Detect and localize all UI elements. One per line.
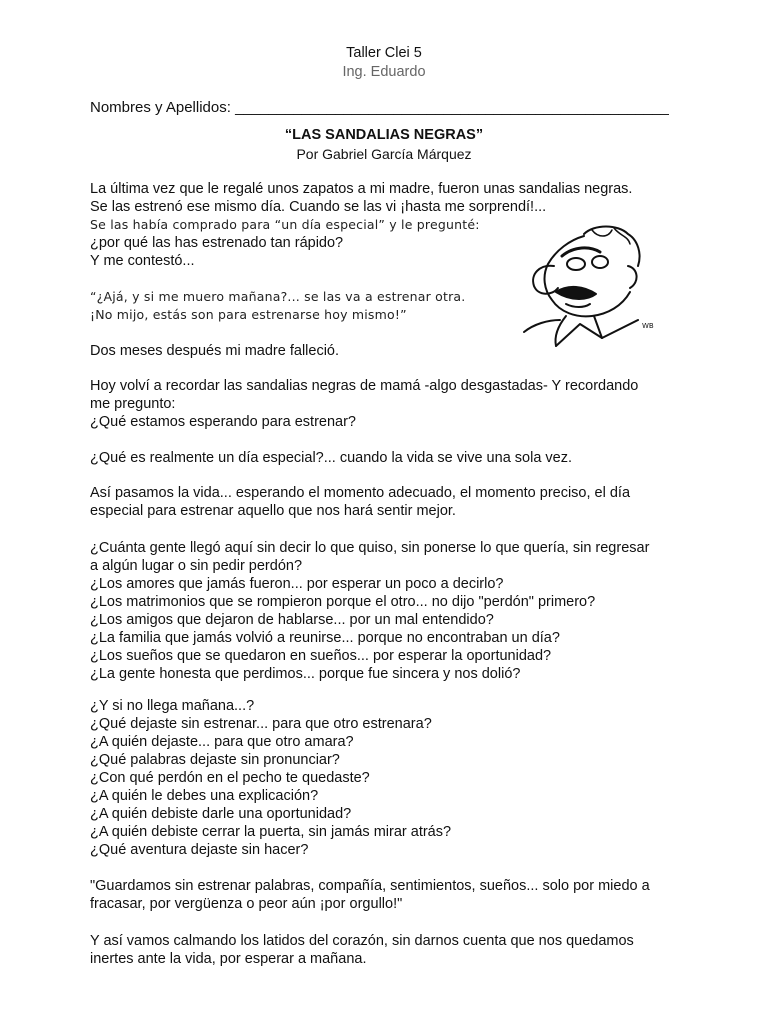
text-line: ¿Qué dejaste sin estrenar... para que otro estrenara? — [90, 716, 432, 732]
author-caricature-illustration — [514, 220, 660, 350]
text-line: ¿Qué estamos esperando para estrenar? — [90, 414, 356, 430]
text-line: Se las había comprado para “un día especial” y le pregunté: — [90, 217, 480, 232]
text-line: ¿Qué palabras dejaste sin pronunciar? — [90, 752, 340, 768]
text-line: ¿Y si no llega mañana...? — [90, 698, 255, 714]
recall-paragraph — [90, 377, 690, 431]
text-line: ¿A quién debiste darle una oportunidad? — [90, 806, 352, 822]
text-line: a algún lugar o sin pedir perdón? — [90, 558, 303, 574]
text-line: inertes ante la vida, por esperar a mañana. — [90, 951, 367, 967]
questions-paragraph — [90, 697, 690, 859]
text-line: Y me contestó... — [90, 253, 195, 269]
text-line: Hoy volví a recordar las sandalias negras de mamá -algo desgastadas- Y recordando — [90, 378, 639, 394]
text-line: ¿La gente honesta que perdimos... porque fue sincera y nos dolió? — [90, 666, 521, 682]
text-line: Así pasamos la vida... esperando el momento adecuado, el momento preciso, el día — [90, 485, 631, 501]
text-line: ¿Qué es realmente un día especial?... cuando la vida se vive una sola vez. — [90, 450, 573, 466]
text-line: Y así vamos calmando los latidos del corazón, sin darnos cuenta que nos quedamos — [90, 933, 634, 949]
text-line: ¿Qué aventura dejaste sin hacer? — [90, 842, 309, 858]
course-title: Taller Clei 5 — [346, 45, 422, 61]
text-line: ¿Los sueños que se quedaron en sueños... por esperar la oportunidad? — [90, 648, 552, 664]
text-line: ¿A quién dejaste... para que otro amara? — [90, 734, 354, 750]
people-paragraph — [90, 539, 690, 683]
cartoon-signature: WB — [642, 322, 654, 330]
text-line: ¿por qué las has estrenado tan rápido? — [90, 235, 344, 251]
text-line: especial para estrenar aquello que nos hará sentir mejor. — [90, 503, 456, 519]
text-line: ¿A quién le debes una explicación? — [90, 788, 319, 804]
text-line: “¿Ajá, y si me muero mañana?... se las va a estrenar otra. — [90, 289, 466, 304]
text-line: ¿Cuánta gente llegó aquí sin decir lo que quiso, sin ponerse lo que quería, sin regresar — [90, 540, 650, 556]
closing-paragraph — [90, 932, 690, 968]
life-paragraph — [90, 484, 690, 520]
text-line: ¡No mijo, estás son para estrenarse hoy mismo!” — [90, 307, 407, 322]
text-line: "Guardamos sin estrenar palabras, compañía, sentimientos, sueños... solo por miedo a — [90, 878, 650, 894]
keep-paragraph — [90, 877, 690, 913]
text-line: La última vez que le regalé unos zapatos a mi madre, fueron unas sandalias negras. — [90, 181, 633, 197]
special-day-paragraph — [90, 449, 690, 467]
story-title: “LAS SANDALIAS NEGRAS” — [284, 127, 484, 143]
names-field-line: Nombres y Apellidos: ____________________________________________________ — [90, 99, 669, 116]
text-line: ¿Los amores que jamás fueron... por esperar un poco a decirlo? — [90, 576, 504, 592]
story-author: Por Gabriel García Márquez — [296, 146, 472, 162]
text-line: Se las estrenó ese mismo día. Cuando se las vi ¡hasta me sorprendí!... — [90, 199, 547, 215]
text-line: me pregunto: — [90, 396, 176, 412]
text-line: Dos meses después mi madre falleció. — [90, 343, 340, 359]
text-line: ¿Con qué perdón en el pecho te quedaste? — [90, 770, 370, 786]
text-line: ¿Los matrimonios que se rompieron porque el otro... no dijo "perdón" primero? — [90, 594, 596, 610]
text-line: fracasar, por vergüenza o peor aún ¡por orgullo!" — [90, 896, 403, 912]
text-line: ¿A quién debiste cerrar la puerta, sin jamás mirar atrás? — [90, 824, 452, 840]
teacher-name: Ing. Eduardo — [342, 64, 426, 80]
text-line: ¿La familia que jamás volvió a reunirse... porque no encontraban un día? — [90, 630, 560, 646]
text-line: ¿Los amigos que dejaron de hablarse... por un mal entendido? — [90, 612, 494, 628]
